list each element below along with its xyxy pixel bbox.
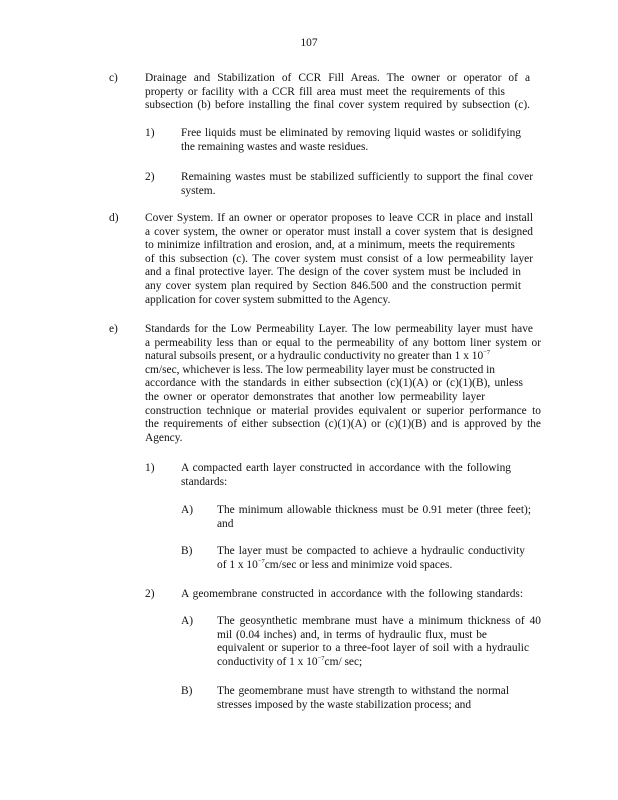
text-segment: cm/sec or less and minimize void spaces. — [264, 558, 453, 571]
text-line: accordance with the standards in either subsection (c)(1)(A) or (c)(1)(B), unless — [145, 377, 523, 390]
subitem-text — [217, 685, 509, 712]
superscript: −7 — [257, 557, 265, 565]
text-line: The minimum allowable thickness must be 0.91 meter (three feet); — [217, 504, 531, 516]
text-line — [217, 656, 541, 670]
text-line: The geomembrane must have strength to withstand the normal — [217, 685, 509, 697]
subitem-label: B) — [181, 685, 193, 697]
item-text — [181, 171, 533, 198]
text-segment: natural subsoils present, or a hydraulic conductivity no greater than 1 x 10 — [145, 350, 484, 363]
text-line: Free liquids must be eliminated by removing liquid wastes or solidifying — [181, 127, 521, 139]
section-c-text — [145, 72, 530, 113]
text-line: standards: — [181, 475, 228, 488]
text-line: stresses imposed by the waste stabilization process; and — [217, 698, 472, 711]
section-d-label: d) — [109, 212, 119, 224]
subitem-text — [217, 504, 531, 531]
superscript: −7 — [483, 349, 491, 357]
text-line: and a final protective layer. The design of the cover system must be included in — [145, 266, 521, 279]
text-line: subsection (b) before installing the final cover system required by subsection (c). — [145, 99, 530, 112]
page-number: 107 — [300, 37, 318, 49]
text-line — [145, 350, 541, 364]
text-line: the requirements of either subsection (c)(1)(A) or (c)(1)(B) and is approved by the — [145, 418, 541, 431]
item-label: 2) — [145, 171, 155, 183]
item-text — [181, 588, 523, 602]
section-e-label: e) — [109, 323, 118, 335]
subitem-label: A) — [181, 615, 194, 627]
subitem-label: B) — [181, 545, 193, 557]
text-segment: cm/ sec; — [324, 655, 363, 668]
text-line: the remaining wastes and waste residues. — [181, 140, 369, 153]
section-d-text — [145, 212, 533, 307]
text-line: Cover System. If an owner or operator proposes to leave CCR in place and install — [145, 212, 533, 224]
text-line: a cover system, the owner or operator must install a cover system that is designed — [145, 225, 533, 238]
text-line: equivalent or superior to a three-foot layer of soil with a hydraulic — [217, 642, 529, 655]
text-line: application for cover system submitted to the Agency. — [145, 293, 391, 306]
item-label: 1) — [145, 462, 155, 474]
item-text — [181, 462, 511, 489]
item-text — [181, 127, 521, 154]
text-line: Remaining wastes must be stabilized sufficiently to support the final cover — [181, 171, 533, 183]
text-line: to minimize infiltration and erosion, and, at a minimum, meets the requirements — [145, 239, 515, 252]
text-line: the owner or operator demonstrates that another low permeability layer — [145, 390, 485, 403]
text-line: A compacted earth layer constructed in accordance with the following — [181, 462, 511, 474]
text-line: construction technique or material provides equivalent or superior performance to — [145, 404, 541, 417]
text-segment: conductivity of 1 x 10 — [217, 655, 318, 668]
section-e-text — [145, 323, 541, 445]
item-label: 1) — [145, 127, 155, 139]
text-line: and — [217, 517, 234, 530]
text-segment: of 1 x 10 — [217, 558, 258, 571]
subitem-label: A) — [181, 504, 194, 516]
subitem-text — [217, 545, 525, 572]
text-line: Drainage and Stabilization of CCR Fill Areas. The owner or operator of a — [145, 72, 530, 84]
superscript: −7 — [317, 654, 325, 662]
item-label: 2) — [145, 588, 155, 600]
text-line: system. — [181, 184, 216, 197]
section-c-label: c) — [109, 72, 118, 84]
text-line: any cover system plan required by Section 846.500 and the construction permit — [145, 279, 521, 292]
text-line: Agency. — [145, 431, 183, 444]
text-line — [217, 559, 525, 573]
text-line: of this subsection (c). The cover system must consist of a low permeability layer — [145, 252, 533, 265]
text-line: cm/sec, whichever is less. The low permeability layer must be constructed in — [145, 363, 495, 376]
subitem-text — [217, 615, 541, 669]
text-line: The layer must be compacted to achieve a hydraulic conductivity — [217, 545, 525, 557]
text-line: A geomembrane constructed in accordance with the following standards: — [181, 588, 523, 600]
text-line: mil (0.04 inches) and, in terms of hydraulic flux, must be — [217, 628, 487, 641]
text-line: a permeability less than or equal to the permeability of any bottom liner system or — [145, 336, 541, 349]
text-line: Standards for the Low Permeability Layer. The low permeability layer must have — [145, 323, 533, 335]
text-line: The geosynthetic membrane must have a minimum thickness of 40 — [217, 615, 541, 627]
text-line: property or facility with a CCR fill area must meet the requirements of this — [145, 85, 505, 98]
